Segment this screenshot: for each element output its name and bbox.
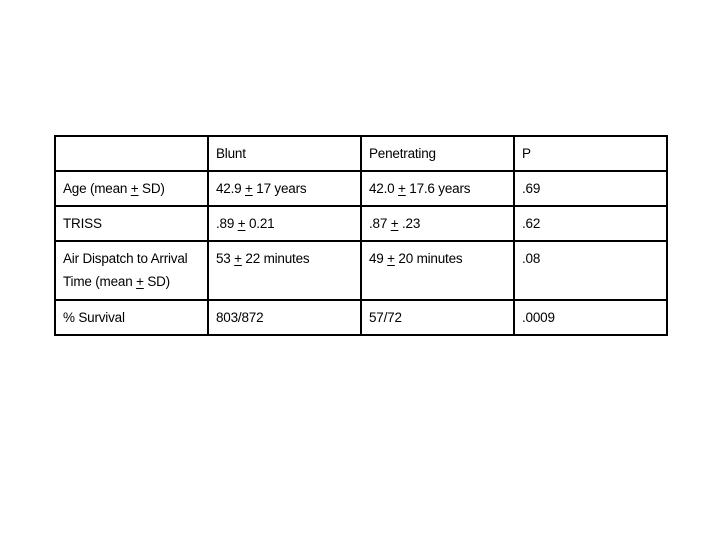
- survival-penetrating: 57/72: [361, 300, 514, 335]
- air-dispatch-label: Air Dispatch to Arrival Time (mean + SD): [55, 241, 208, 300]
- survival-label: % Survival: [55, 300, 208, 335]
- survival-p: .0009: [514, 300, 667, 335]
- comparison-table: [54, 135, 668, 336]
- age-penetrating: 42.0 + 17.6 years: [361, 171, 514, 206]
- table-row-survival: [55, 300, 667, 335]
- table-row-triss: [55, 206, 667, 241]
- header-empty-cell: [55, 136, 208, 171]
- air-dispatch-penetrating: 49 + 20 minutes: [361, 241, 514, 300]
- header-blunt: Blunt: [208, 136, 361, 171]
- triss-p: .62: [514, 206, 667, 241]
- table-header-row: [55, 136, 667, 171]
- triss-penetrating: .87 + .23: [361, 206, 514, 241]
- table-row-age: [55, 171, 667, 206]
- survival-blunt: 803/872: [208, 300, 361, 335]
- triss-blunt: .89 + 0.21: [208, 206, 361, 241]
- age-blunt: 42.9 + 17 years: [208, 171, 361, 206]
- air-dispatch-blunt: 53 + 22 minutes: [208, 241, 361, 300]
- age-label: Age (mean + SD): [55, 171, 208, 206]
- air-dispatch-p: .08: [514, 241, 667, 300]
- header-penetrating: Penetrating: [361, 136, 514, 171]
- table-row-air-dispatch: [55, 241, 667, 300]
- header-p: P: [514, 136, 667, 171]
- triss-label: TRISS: [55, 206, 208, 241]
- age-p: .69: [514, 171, 667, 206]
